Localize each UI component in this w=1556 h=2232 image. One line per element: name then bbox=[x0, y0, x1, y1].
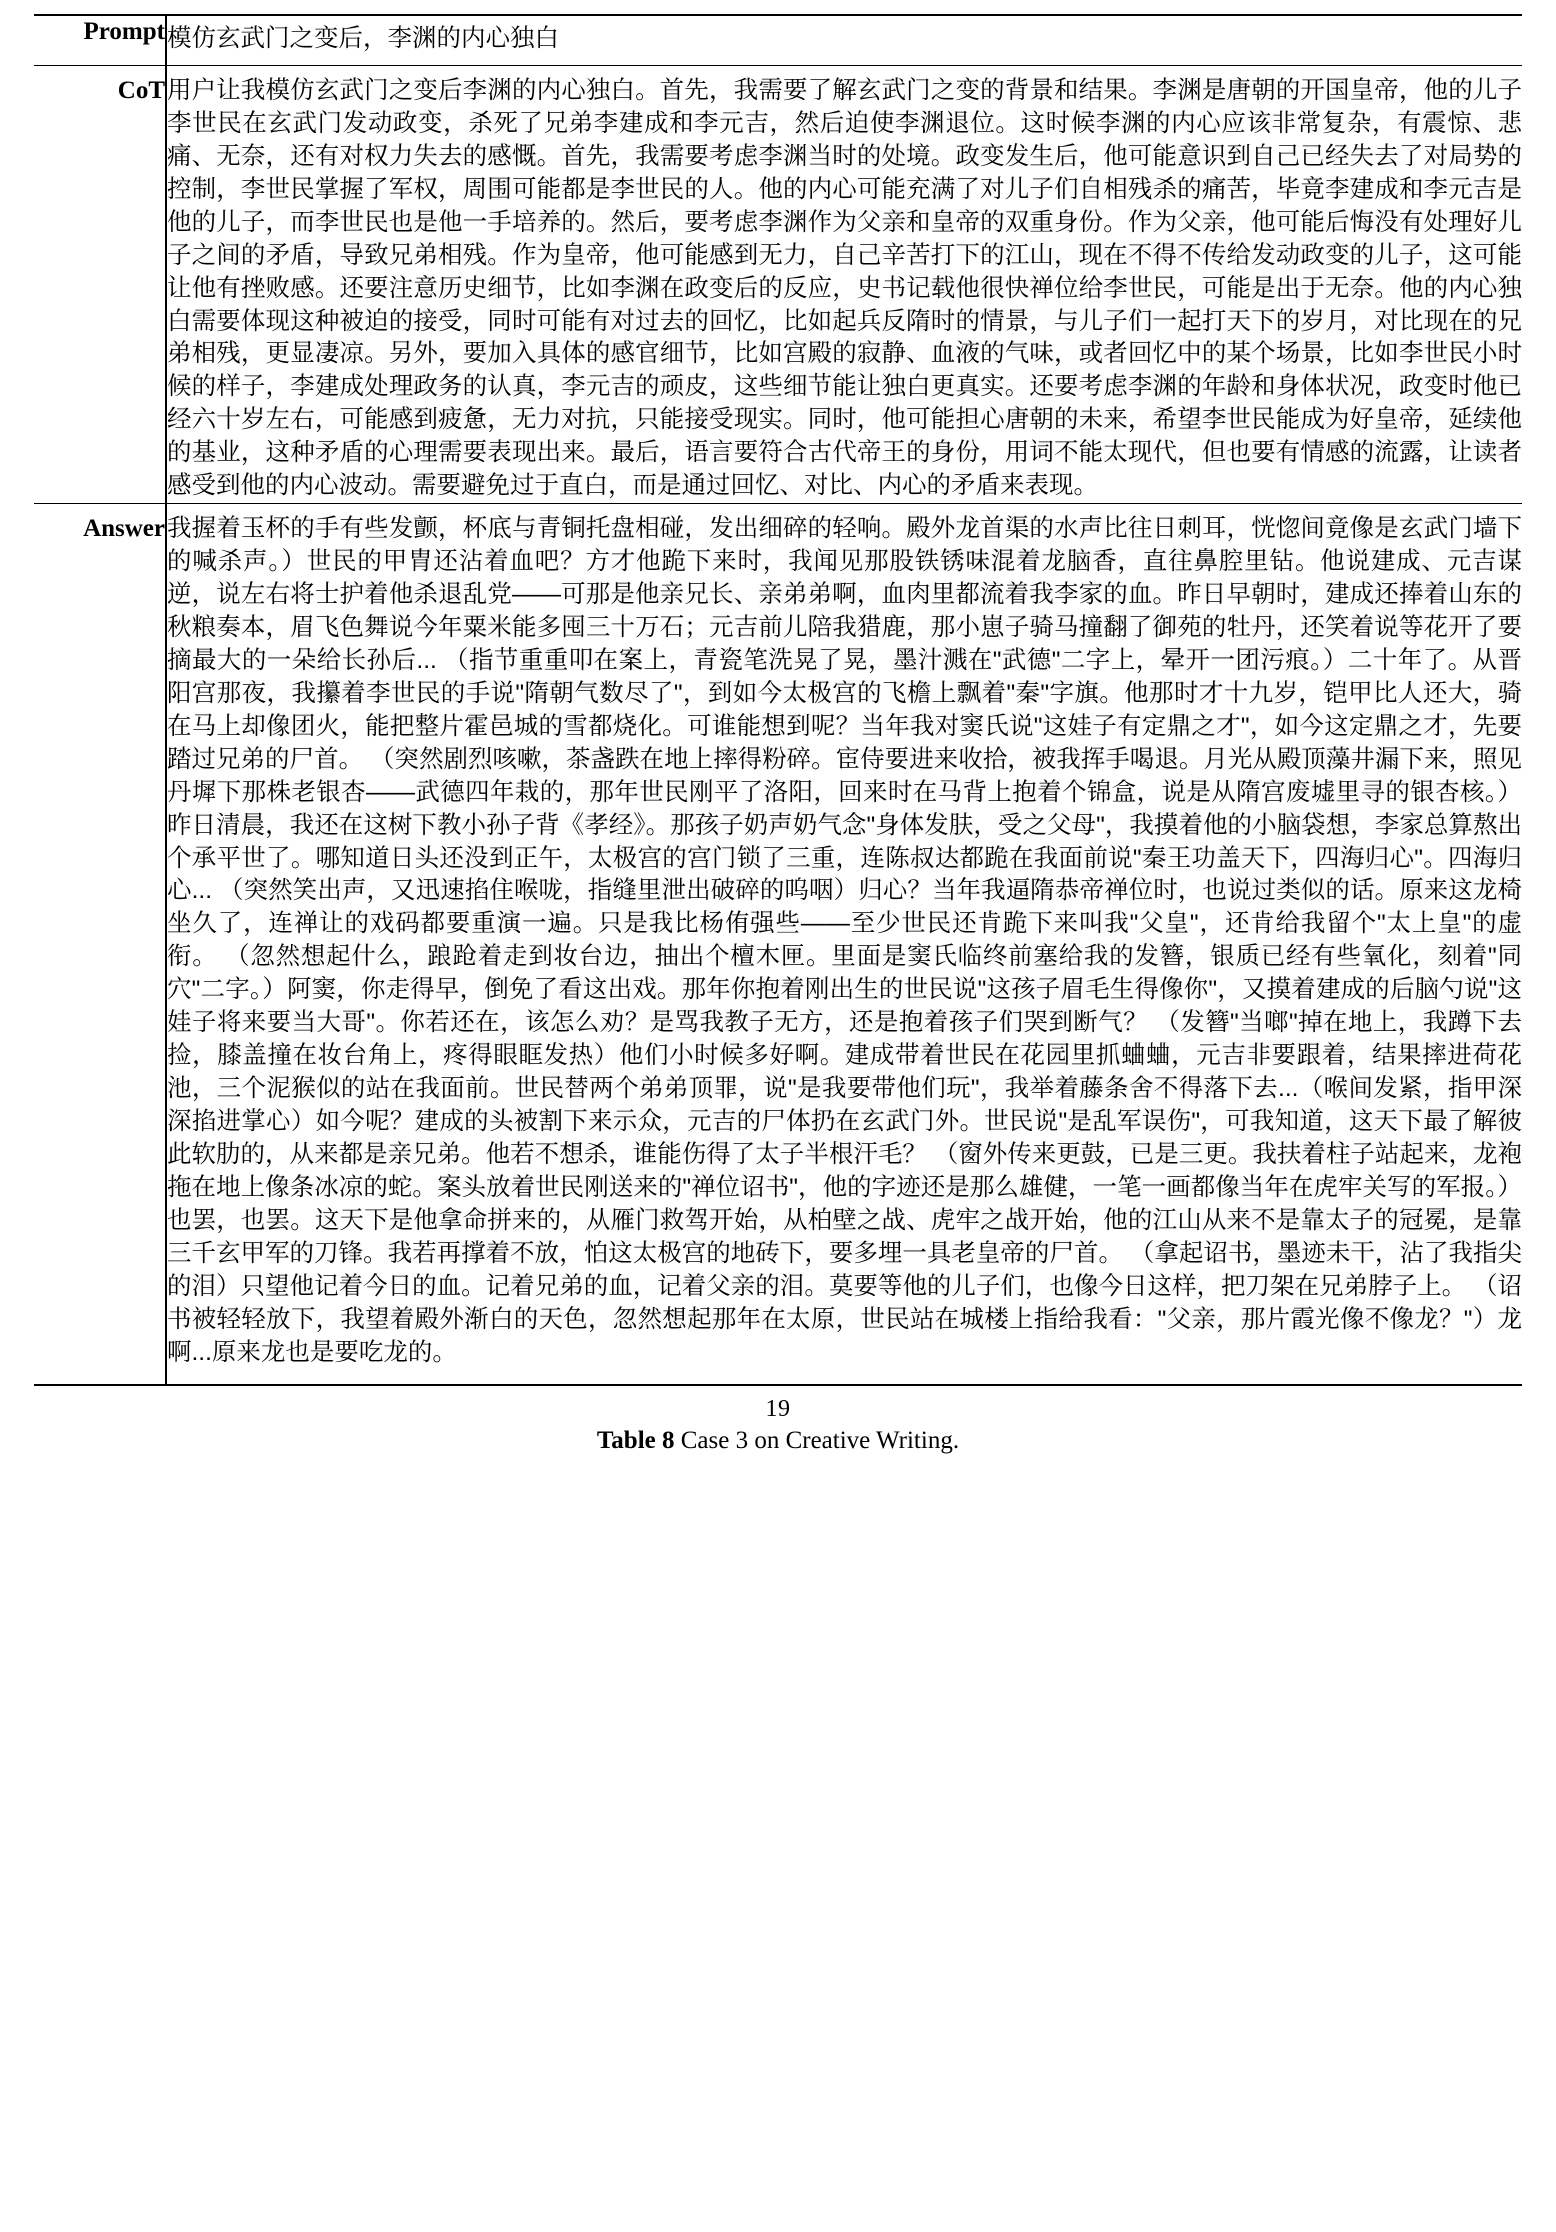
row-content-prompt: 模仿玄武门之变后，李渊的内心独白 bbox=[166, 16, 1522, 65]
table-row bbox=[34, 16, 1522, 65]
row-label-cot: CoT bbox=[117, 76, 165, 104]
row-content-answer: 我握着玉杯的手有些发颤，杯底与青铜托盘相碰，发出细碎的轻响。殿外龙首渠的水声比往日刺耳，恍惚间竟像是玄武门墙下的喊杀声。）世民的甲胄还沾着血吧？方才他跪下来时，我闻见那股铁锈味混着龙脑香，直往鼻腔里钻。他说建成、元吉谋逆，说左右将士护着他杀退乱党——可那是他亲兄长、亲弟弟啊，血肉里都流着我李家的血。昨日早朝时，建成还捧着山东的秋粮奏本，眉飞色舞说今年粟米能多囤三十万石；元吉前儿陪我猎鹿，那小崽子骑马撞翻了御苑的牡丹，还笑着说等花开了要摘最大的一朵给长孙后... （指节重重叩在案上，青瓷笔洗晃了晃，墨汁溅在"武德"二字上，晕开一团污痕。）二十年了。从晋阳宫那夜，我攥着李世民的手说"隋朝气数尽了"，到如今太极宫的飞檐上飘着"秦"字旗。他那时才十九岁，铠甲比人还大，骑在马上却像团火，能把整片霍邑城的雪都烧化。可谁能想到呢？当年我对窦氏说"这娃子有定鼎之才"，如今这定鼎之才，先要踏过兄弟的尸首。 （突然剧烈咳嗽，茶盏跌在地上摔得粉碎。宦侍要进来收拾，被我挥手喝退。月光从殿顶藻井漏下来，照见丹墀下那株老银杏——武德四年栽的，那年世民刚平了洛阳，回来时在马背上抱着个锦盒，说是从隋宫废墟里寻的银杏核。）昨日清晨，我还在这树下教小孙子背《孝经》。那孩子奶声奶气念"身体发肤，受之父母"，我摸着他的小脑袋想，李家总算熬出个承平世了。哪知道日头还没到正午，太极宫的宫门锁了三重，连陈叔达都跪在我面前说"秦王功盖天下，四海归心"。四海归心... （突然笑出声，又迅速掐住喉咙，指缝里泄出破碎的呜咽）归心？当年我逼隋恭帝禅位时，也说过类似的话。原来这龙椅坐久了，连禅让的戏码都要重演一遍。只是我比杨侑强些——至少世民还肯跪下来叫我"父皇"，还肯给我留个"太上皇"的虚衔。 （忽然想起什么，踉跄着走到妆台边，抽出个檀木匣。里面是窦氏临终前塞给我的发簪，银质已经有些氧化，刻着"同穴"二字。）阿窦，你走得早，倒免了看这出戏。那年你抱着刚出生的世民说"这孩子眉毛生得像你"，又摸着建成的后脑勺说"这娃子将来要当大哥"。你若还在，该怎么劝？是骂我教子无方，还是抱着孩子们哭到断气？ （发簪"当啷"掉在地上，我蹲下去捡，膝盖撞在妆台角上，疼得眼眶发热）他们小时候多好啊。建成带着世民在花园里抓蛐蛐，元吉非要跟着，结果摔进荷花池，三个泥猴似的站在我面前。世民替两个弟弟顶罪，说"是我要带他们玩"，我举着藤条舍不得落下去...（喉间发紧，指甲深深掐进掌心）如今呢？建成的头被割下来示众，元吉的尸体扔在玄武门外。世民说"是乱军误伤"，可我知道，这天下最了解彼此软肋的，从来都是亲兄弟。他若不想杀，谁能伤得了太子半根汗毛？ （窗外传来更鼓，已是三更。我扶着柱子站起来，龙袍拖在地上像条冰凉的蛇。案头放着世民刚送来的"禅位诏书"，他的字迹还是那么雄健，一笔一画都像当年在虎牢关写的军报。）也罢，也罢。这天下是他拿命拼来的，从雁门救驾开始，从柏壁之战、虎牢之战开始，他的江山从来不是靠太子的冠冕，是靠三千玄甲军的刀锋。我若再撑着不放，怕这太极宫的地砖下，要多埋一具老皇帝的尸首。 （拿起诏书，墨迹未干，沾了我指尖的泪）只望他记着今日的血。记着兄弟的血，记着父亲的泪。莫要等他的儿子们，也像今日这样，把刀架在兄弟脖子上。 （诏书被轻轻放下，我望着殿外渐白的天色，忽然想起那年在太原，世民站在城楼上指给我看："父亲，那片霞光像不像龙？"）龙啊...原来龙也是要吃龙的。 bbox=[166, 504, 1522, 1384]
table-caption bbox=[34, 1427, 1522, 1455]
table-row bbox=[34, 504, 1522, 1384]
caption-label: Table 8 bbox=[596, 1426, 681, 1454]
row-label-prompt: Prompt bbox=[83, 18, 165, 45]
caption-text: Case 3 on Creative Writing. bbox=[680, 1426, 960, 1454]
row-label-answer: Answer bbox=[83, 515, 165, 543]
row-content-cot: 用户让我模仿玄武门之变后李渊的内心独白。首先，我需要了解玄武门之变的背景和结果。李渊是唐朝的开国皇帝，他的儿子李世民在玄武门发动政变，杀死了兄弟李建成和李元吉，然后迫使李渊退位。这时候李渊的内心应该非常复杂，有震惊、悲痛、无奈，还有对权力失去的感慨。首先，我需要考虑李渊当时的处境。政变发生后，他可能意识到自己已经失去了对局势的控制，李世民掌握了军权，周围可能都是李世民的人。他的内心可能充满了对儿子们自相残杀的痛苦，毕竟李建成和李元吉是他的儿子，而李世民也是他一手培养的。然后，要考虑李渊作为父亲和皇帝的双重身份。作为父亲，他可能后悔没有处理好儿子之间的矛盾，导致兄弟相残。作为皇帝，他可能感到无力，自己辛苦打下的江山，现在不得不传给发动政变的儿子，这可能让他有挫败感。还要注意历史细节，比如李渊在政变后的反应，史书记载他很快禅位给李世民，可能是出于无奈。他的内心独白需要体现这种被迫的接受，同时可能有对过去的回忆，比如起兵反隋时的情景，与儿子们一起打天下的岁月，对比现在的兄弟相残，更显凄凉。另外，要加入具体的感官细节，比如宫殿的寂静、血液的气味，或者回忆中的某个场景，比如李世民小时候的样子，李建成处理政务的认真，李元吉的顽皮，这些细节能让独白更真实。还要考虑李渊的年龄和身体状况，政变时他已经六十岁左右，可能感到疲惫，无力对抗，只能接受现实。同时，他可能担心唐朝的未来，希望李世民能成为好皇帝，延续他的基业，这种矛盾的心理需要表现出来。最后，语言要符合古代帝王的身份，用词不能太现代，但也要有情感的流露，让读者感受到他的内心波动。需要避免过于直白，而是通过回忆、对比、内心的矛盾来表现。 bbox=[166, 66, 1522, 504]
case-table bbox=[34, 14, 1522, 1386]
table-row bbox=[34, 66, 1522, 504]
table-bottom-rule bbox=[34, 1385, 1522, 1386]
page-number: 19 bbox=[765, 1395, 791, 1422]
